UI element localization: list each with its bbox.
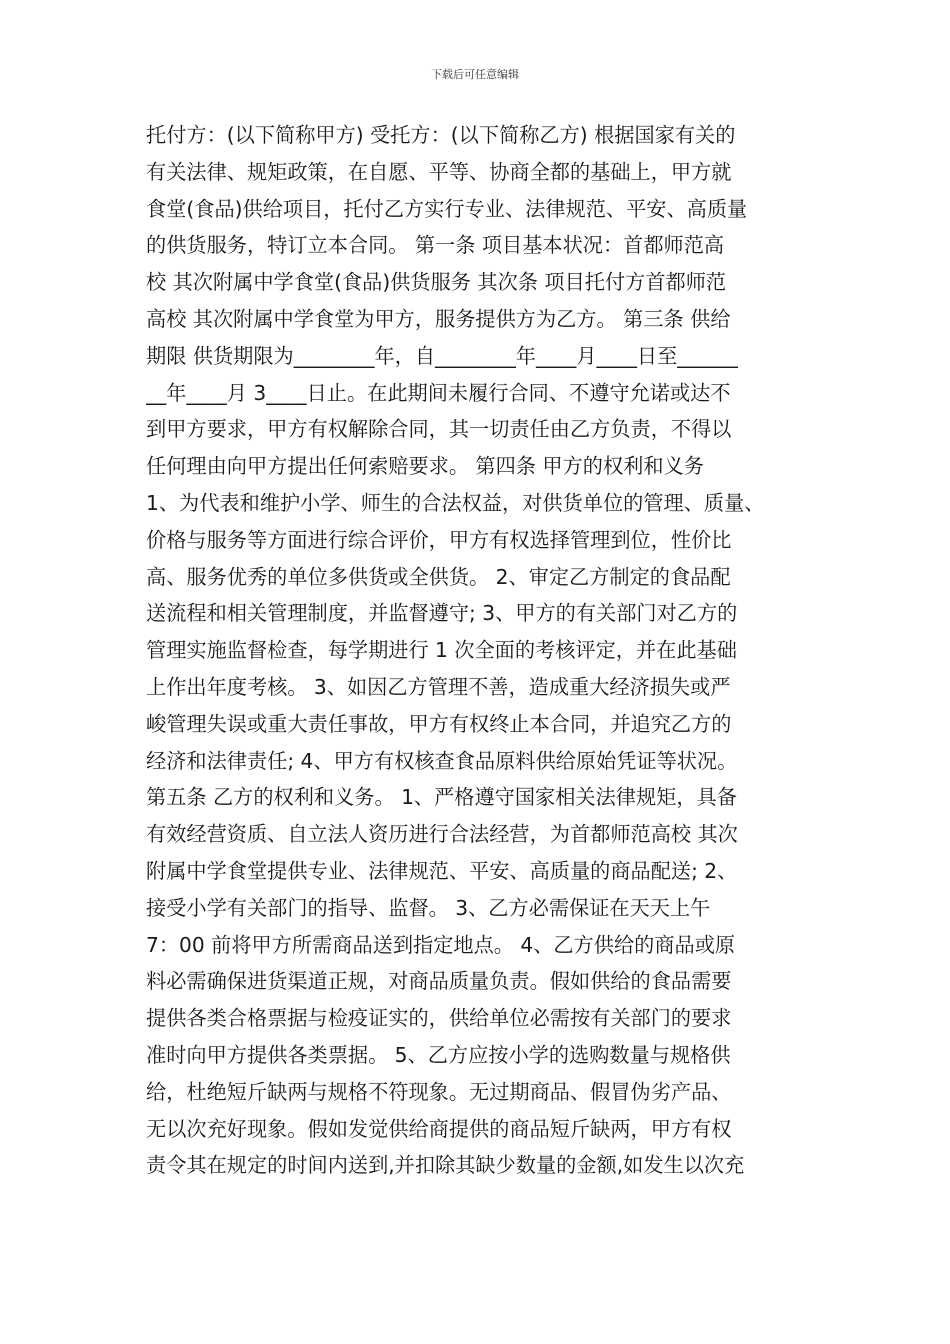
text-line: 上作出年度考核。 3、如因乙方管理不善，造成重大经济损失或严: [146, 674, 731, 699]
text-line: 期限 供货期限为________年，自________年____月____日至______: [146, 343, 738, 368]
text-line: 责令其在规定的时间内送到,并扣除其缺少数量的金额,如发生以次充: [146, 1153, 745, 1178]
text-line: 有关法律、规矩政策，在自愿、平等、协商全都的基础上，甲方就: [146, 159, 732, 184]
text-line: 提供各类合格票据与检疫证实的，供给单位必需按有关部门的要求: [146, 1006, 732, 1031]
text-line: 高校 其次附属中学食堂为甲方，服务提供方为乙方。 第三条 供给: [146, 306, 731, 331]
text-line: 第五条 乙方的权利和义务。 1、严格遵守国家相关法律规矩，具备: [146, 785, 737, 810]
text-line: 食堂(食品)供给项目，托付乙方实行专业、法律规范、平安、高质量: [146, 196, 748, 221]
text-line: 任何理由向甲方提出任何索赔要求。 第四条 甲方的权利和义务: [146, 454, 704, 479]
text-line: 无以次充好现象。假如发觉供给商提供的商品短斤缺两，甲方有权: [146, 1116, 732, 1141]
text-line: 有效经营资质、自立法人资历进行合法经营，为首都师范高校 其次: [146, 822, 738, 847]
text-line: 1、为代表和维护小学、师生的合法权益，对供货单位的管理、质量、: [146, 490, 765, 515]
text-line: 料必需确保进货渠道正规，对商品质量负责。假如供给的食品需要: [146, 969, 732, 994]
text-line: 送流程和相关管理制度，并监督遵守; 3、甲方的有关部门对乙方的: [146, 601, 738, 626]
text-line: 准时向甲方提供各类票据。 5、乙方应按小学的选购数量与规格供: [146, 1042, 731, 1067]
text-line: 高、服务优秀的单位多供货或全供货。 2、审定乙方制定的食品配: [146, 564, 731, 589]
text-line: 价格与服务等方面进行综合评价，甲方有权选择管理到位，性价比: [146, 527, 732, 552]
text-line: 托付方：(以下简称甲方) 受托方：(以下简称乙方) 根据国家有关的: [146, 123, 736, 147]
text-line: 管理实施监督检查，每学期进行 1 次全面的考核评定，并在此基础: [146, 638, 737, 663]
text-line: 附属中学食堂提供专业、法律规范、平安、高质量的商品配送; 2、: [146, 858, 738, 883]
text-line: 给，杜绝短斤缺两与规格不符现象。无过期商品、假冒伪劣产品、: [146, 1079, 732, 1104]
text-line: 经济和法律责任; 4、甲方有权核查食品原料供给原始凭证等状况。: [146, 748, 738, 773]
document-body: [146, 117, 814, 1184]
page-header: 下载后可任意编辑: [431, 68, 519, 81]
text-line: __年____月 3____日止。在此期间未履行合同、不遵守允诺或达不: [146, 380, 731, 405]
text-line: 的供货服务，特订立本合同。 第一条 项目基本状况：首都师范高: [146, 233, 725, 258]
text-line: 接受小学有关部门的指导、监督。 3、乙方必需保证在天天上午: [146, 895, 711, 920]
text-line: 峻管理失误或重大责任事故，甲方有权终止本合同，并追究乙方的: [146, 711, 732, 736]
text-line: 到甲方要求，甲方有权解除合同，其一切责任由乙方负责，不得以: [146, 417, 732, 442]
text-line: 7：00 前将甲方所需商品送到指定地点。 4、乙方供给的商品或原: [146, 932, 736, 957]
text-line: 校 其次附属中学食堂(食品)供货服务 其次条 项目托付方首都师范: [146, 270, 727, 295]
